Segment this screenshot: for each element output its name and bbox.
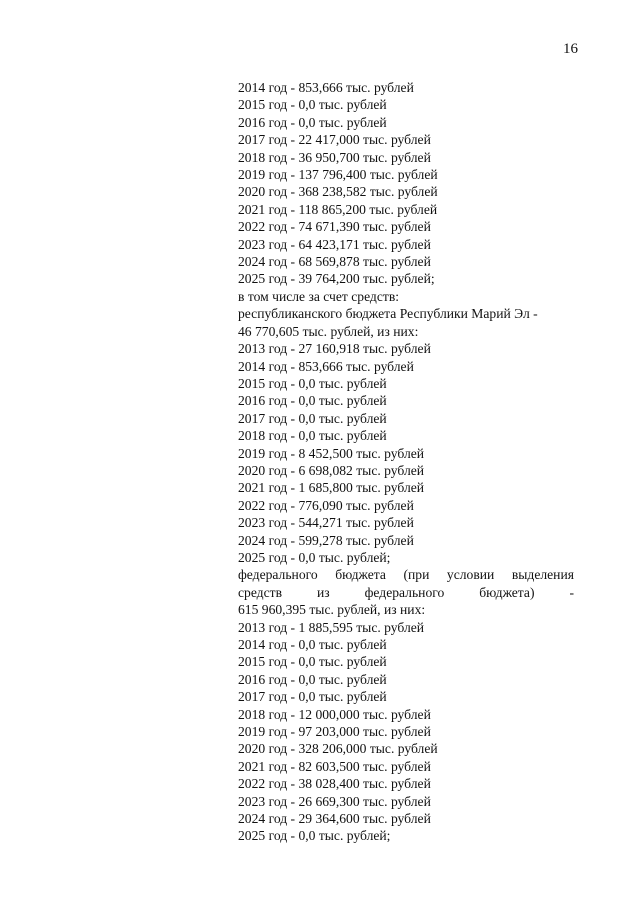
list-item: 2024 год - 29 364,600 тыс. рублей bbox=[238, 811, 431, 827]
list-item: 2025 год - 0,0 тыс. рублей; bbox=[238, 828, 391, 844]
regional-budget-total: 46 770,605 тыс. рублей, из них: bbox=[238, 323, 419, 339]
list-item: 2022 год - 38 028,400 тыс. рублей bbox=[238, 776, 431, 792]
list-item: 2013 год - 1 885,595 тыс. рублей bbox=[238, 619, 425, 635]
list-item: 2020 год - 6 698,082 тыс. рублей bbox=[238, 462, 425, 478]
list-item: 2025 год - 39 764,200 тыс. рублей; bbox=[238, 271, 435, 287]
list-item: 2020 год - 328 206,000 тыс. рублей bbox=[238, 741, 438, 757]
list-item: 2017 год - 0,0 тыс. рублей bbox=[238, 689, 387, 705]
list-item: 2021 год - 82 603,500 тыс. рублей bbox=[238, 758, 431, 774]
list-item: 2015 год - 0,0 тыс. рублей bbox=[238, 97, 387, 113]
list-item: 2017 год - 0,0 тыс. рублей bbox=[238, 410, 387, 426]
funding-sources-intro: в том числе за счет средств: bbox=[238, 288, 400, 304]
regional-budget-heading: республиканского бюджета Республики Марий Эл - bbox=[238, 306, 538, 322]
list-item: 2021 год - 1 685,800 тыс. рублей bbox=[238, 480, 425, 496]
list-item: 2018 год - 0,0 тыс. рублей bbox=[238, 428, 387, 444]
federal-budget-heading-continued: средств из федерального бюджета) - bbox=[238, 584, 574, 600]
list-item: 2022 год - 74 671,390 тыс. рублей bbox=[238, 219, 431, 235]
list-item: 2018 год - 36 950,700 тыс. рублей bbox=[238, 149, 431, 165]
list-item: 2016 год - 0,0 тыс. рублей bbox=[238, 393, 387, 409]
list-item: 2015 год - 0,0 тыс. рублей bbox=[238, 654, 387, 670]
list-item: 2019 год - 8 452,500 тыс. рублей bbox=[238, 445, 425, 461]
total-funding-list bbox=[238, 79, 574, 305]
list-item: 2016 год - 0,0 тыс. рублей bbox=[238, 114, 387, 130]
federal-budget-section bbox=[238, 566, 574, 845]
list-item: 2023 год - 64 423,171 тыс. рублей bbox=[238, 236, 431, 252]
federal-budget-heading: федерального бюджета (при условии выделения bbox=[238, 567, 574, 583]
list-item: 2024 год - 599,278 тыс. рублей bbox=[238, 532, 414, 548]
list-item: 2015 год - 0,0 тыс. рублей bbox=[238, 375, 387, 391]
list-item: 2014 год - 853,666 тыс. рублей bbox=[238, 358, 414, 374]
list-item: 2019 год - 97 203,000 тыс. рублей bbox=[238, 724, 431, 740]
regional-budget-section bbox=[238, 305, 574, 566]
list-item: 2020 год - 368 238,582 тыс. рублей bbox=[238, 184, 438, 200]
list-item: 2024 год - 68 569,878 тыс. рублей bbox=[238, 254, 431, 270]
list-item: 2013 год - 27 160,918 тыс. рублей bbox=[238, 341, 431, 357]
list-item: 2021 год - 118 865,200 тыс. рублей bbox=[238, 201, 438, 217]
list-item: 2022 год - 776,090 тыс. рублей bbox=[238, 497, 414, 513]
federal-budget-total: 615 960,395 тыс. рублей, из них: bbox=[238, 602, 426, 618]
document-body bbox=[238, 79, 574, 845]
list-item: 2017 год - 22 417,000 тыс. рублей bbox=[238, 132, 431, 148]
list-item: 2023 год - 26 669,300 тыс. рублей bbox=[238, 793, 431, 809]
page-number: 16 bbox=[563, 41, 578, 57]
list-item: 2018 год - 12 000,000 тыс. рублей bbox=[238, 706, 431, 722]
list-item: 2025 год - 0,0 тыс. рублей; bbox=[238, 549, 391, 565]
list-item: 2014 год - 853,666 тыс. рублей bbox=[238, 80, 414, 95]
list-item: 2016 год - 0,0 тыс. рублей bbox=[238, 671, 387, 687]
list-item: 2019 год - 137 796,400 тыс. рублей bbox=[238, 167, 438, 183]
list-item: 2014 год - 0,0 тыс. рублей bbox=[238, 637, 387, 652]
list-item: 2023 год - 544,271 тыс. рублей bbox=[238, 515, 414, 531]
